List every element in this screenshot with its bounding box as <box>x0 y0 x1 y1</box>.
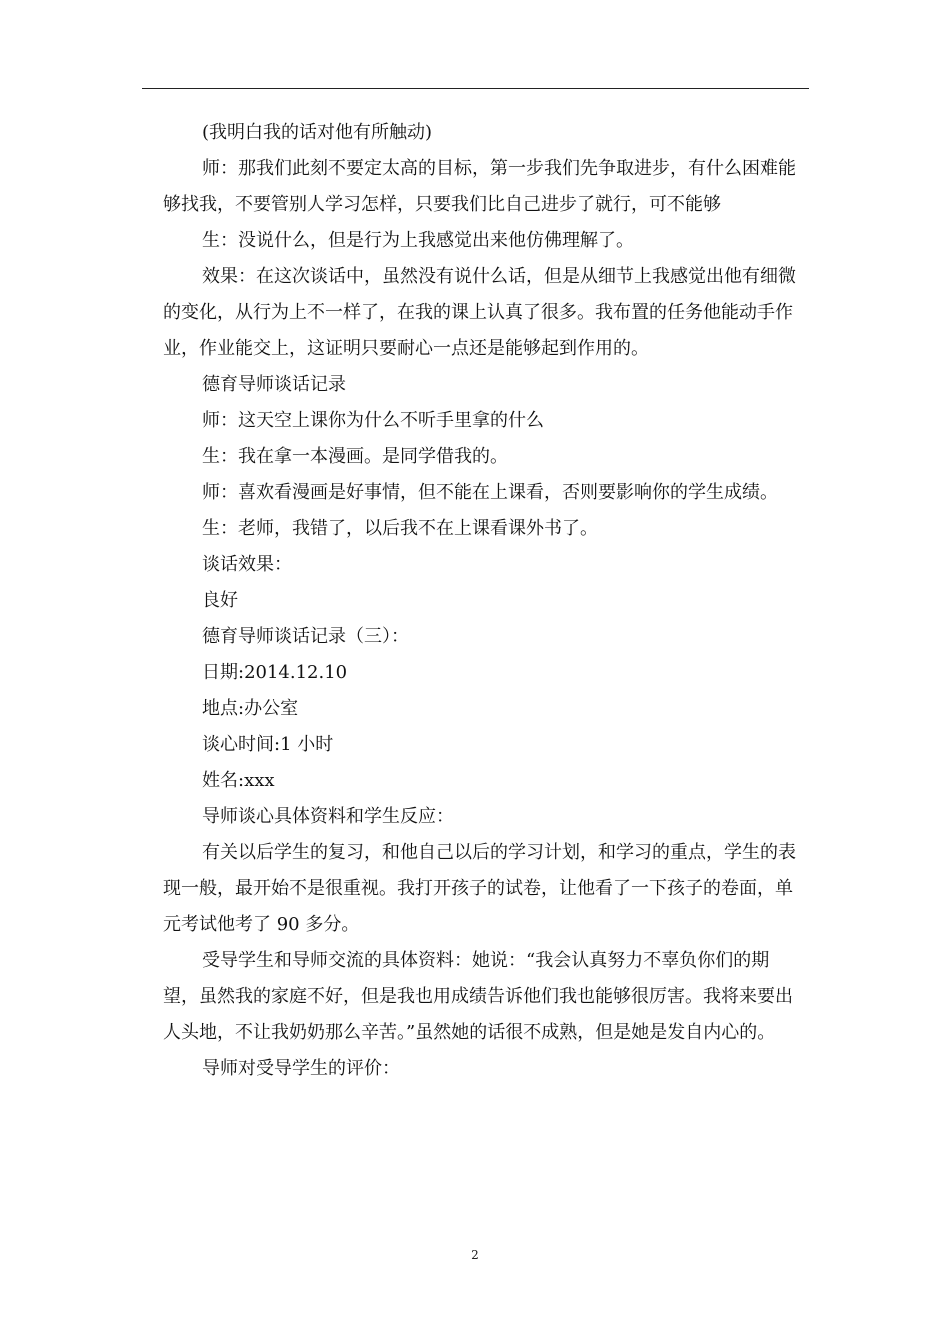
field-location: 地点:办公室 <box>202 698 299 719</box>
field-name: 姓名:xxx <box>202 770 275 791</box>
page-number: 2 <box>471 1248 479 1262</box>
paragraph-student-exchange: 受导学生和导师交流的具体资料：她说：“我会认真努力不辜负你们的期望，虽然我的家庭不好，但是我也用成绩告诉他们我也能够很厉害。我将来要出人头地，不让我奶奶那么辛苦。”虽然她的话很不成熟，但是她是发自内心的。 <box>163 950 793 1043</box>
paragraph-teacher-advice: 师：喜欢看漫画是好事情，但不能在上课看，否则要影响你的学生成绩。 <box>202 482 778 503</box>
paragraph-teacher-goal: 师：那我们此刻不要定太高的目标，第一步我们先争取进步，有什么困难能够找我，不要管别人学习怎样，只要我们比自己进步了就行，可不能够 <box>163 158 796 215</box>
paragraph-review-plan: 有关以后学生的复习，和他自己以后的学习计划，和学习的重点，学生的表现一般，最开始不是很重视。我打开孩子的试卷，让他看了一下孩子的卷面，单元考试他考了 90 多分。 <box>163 842 796 935</box>
paragraph-reaction-note: (我明白我的话对他有所触动) <box>202 122 433 143</box>
field-duration: 谈心时间:1 小时 <box>202 734 334 755</box>
paragraph-student-comic: 生：我在拿一本漫画。是同学借我的。 <box>202 446 508 467</box>
document-body <box>163 115 803 1087</box>
header-rule <box>142 88 809 89</box>
paragraph-teacher-question: 师：这天空上课你为什么不听手里拿的什么 <box>202 410 544 431</box>
label-talk-content: 导师谈心具体资料和学生反应： <box>202 806 454 827</box>
field-date: 日期:2014.12.10 <box>202 662 348 683</box>
paragraph-effect: 效果：在这次谈话中，虽然没有说什么话，但是从细节上我感觉出他有细微的变化，从行为上不一样了，在我的课上认真了很多。我布置的任务他能动手作业，作业能交上，这证明只要耐心一点还是能够起到作用的。 <box>163 266 796 359</box>
section-heading-record: 德育导师谈话记录 <box>202 374 346 395</box>
value-talk-effect: 良好 <box>202 590 238 611</box>
label-talk-effect: 谈话效果： <box>202 554 292 575</box>
label-tutor-evaluation: 导师对受导学生的评价： <box>202 1058 400 1079</box>
section-heading-record-three: 德育导师谈话记录（三）： <box>202 626 409 647</box>
paragraph-student-apology: 生：老师，我错了，以后我不在上课看课外书了。 <box>202 518 598 539</box>
paragraph-student-reply: 生：没说什么，但是行为上我感觉出来他仿佛理解了。 <box>202 230 634 251</box>
